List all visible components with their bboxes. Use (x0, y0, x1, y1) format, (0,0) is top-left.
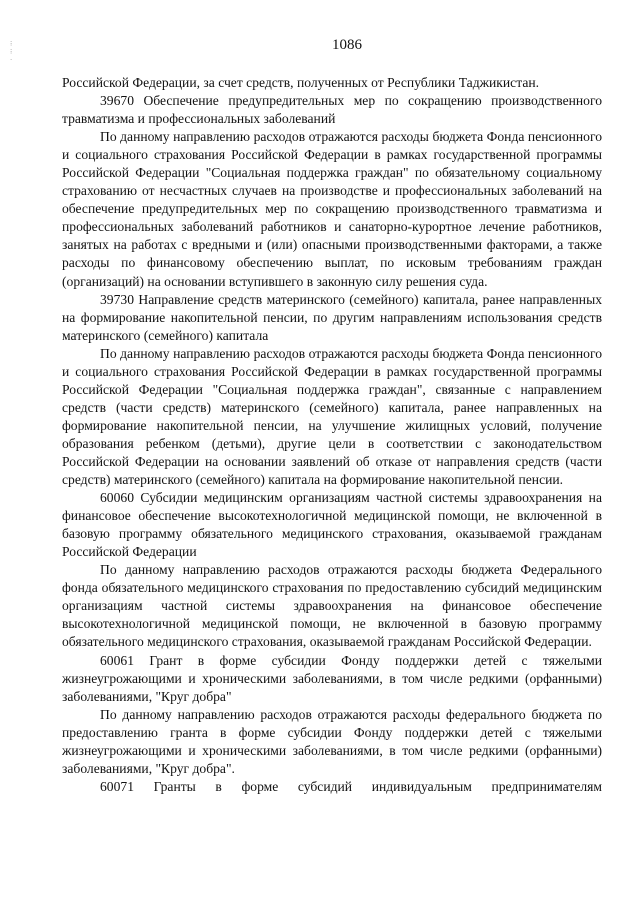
paragraph-code-60061: 60061 Грант в форме субсидии Фонду поддержки детей с тяжелыми жизнеугрожающими и хроническими заболеваниями, в том числе редкими (орфанными) заболеваниями, "Круг добра" (62, 652, 602, 704)
paragraph-description-39730: По данному направлению расходов отражаются расходы бюджета Фонда пенсионного и социального страхования Российской Федерации в рамках государственной программы Российской Федерации "Социальная поддержка граждан", связанные с направлением средств (части средств) материнского (семейного) капитала, ранее направленных на формирование накопительной пенсии, на улучшение жилищных условий, получение образования ребенком (детьми), другие цели в соответствии с законодательством Российской Федерации на основании заявлений об отказе от направления средств (части средств) материнского (семейного) капитала на формирование накопительной пенсии. (62, 345, 602, 488)
page-number: 1086 (332, 37, 362, 53)
paragraph-code-39670: 39670 Обеспечение предупредительных мер по сокращению производственного травматизма и профессиональных заболеваний (62, 93, 602, 127)
scan-margin-mark: ⁝ ⁝ · (10, 40, 12, 64)
paragraph-description-39670: По данному направлению расходов отражаются расходы бюджета Фонда пенсионного и социального страхования Российской Федерации в рамках государственной программы Российской Федерации "Социальная поддержка граждан" по обязательному социальному страхованию от несчастных случаев на производстве и профессиональных заболеваний на обеспечение предупредительных мер по сокращению производственного травматизма и профессиональных заболеваний работников и санаторно-курортное лечение работников, занятых на работах с вредными и (или) опасными производственными факторами, а также расходы по финансовому обеспечению выплат, по исковым требованиям граждан (организаций) на основании вступившего в законную силу решения суда. (62, 129, 602, 289)
paragraph-description-60060: По данному направлению расходов отражаются расходы бюджета Федерального фонда обязательного медицинского страхования по предоставлению субсидий медицинским организациям частной системы здравоохранения на финансовое обеспечение высокотехнологичной медицинской помощи, не включенной в базовую программу обязательного медицинского страхования, оказываемой гражданам Российской Федерации. (62, 562, 602, 650)
paragraph-code-39730: 39730 Направление средств материнского (семейного) капитала, ранее направленных на формирование накопительной пенсии, по другим направлениям использования средств материнского (семейного) капитала (62, 291, 602, 343)
paragraph-code-60060: 60060 Субсидии медицинским организациям частной системы здравоохранения на финансовое обеспечение высокотехнологичной медицинской помощи, не включенной в базовую программу обязательного медицинского страхования, оказываемой гражданам Российской Федерации (62, 490, 602, 560)
paragraph-description-60061: По данному направлению расходов отражаются расходы федерального бюджета по предоставлению гранта в форме субсидии Фонду поддержки детей с тяжелыми жизнеугрожающими и хроническими заболеваниями, в том числе редкими (орфанными) заболеваниями, "Круг добра". (62, 706, 602, 776)
paragraph-continuation: Российской Федерации, за счет средств, полученных от Республики Таджикистан. (62, 75, 540, 90)
document-body (62, 74, 602, 796)
paragraph-code-60071: 60071 Гранты в форме субсидий индивидуальным предпринимателям (100, 778, 602, 794)
